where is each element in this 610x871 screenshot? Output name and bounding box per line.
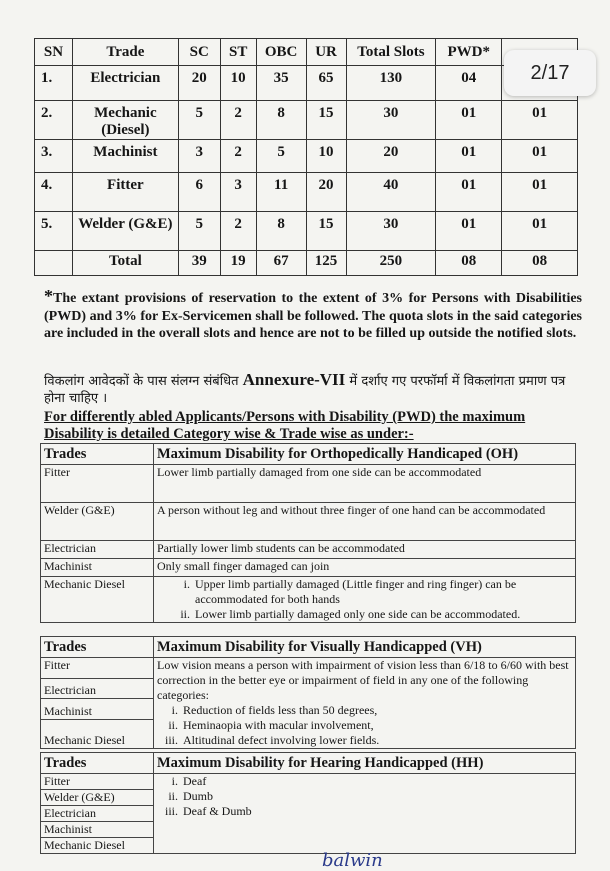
reservation-note [44, 288, 582, 343]
oh-heading: Maximum Disability for Orthopedically Handicaped (OH) [154, 444, 576, 465]
cell-st: 3 [220, 173, 256, 212]
cell-pwd: 01 [436, 140, 502, 173]
disability-cell: A person without leg and without three finger of one hand can be accommodated [154, 503, 576, 541]
cell-sc: 6 [178, 173, 220, 212]
cell-st: 2 [220, 140, 256, 173]
cell-sn: 3. [35, 140, 73, 173]
cell-exs: 08 [502, 251, 578, 276]
col-sn: SN [35, 39, 73, 66]
cell-ur: 15 [306, 212, 346, 251]
trade-cell: Machinist [41, 822, 154, 838]
list-item: i. Upper limb partially damaged (Little finger and ring finger) can be accommodated for both hands [193, 577, 572, 607]
cell-exs: 01 [502, 212, 578, 251]
col-ur: UR [306, 39, 346, 66]
table-row [35, 140, 578, 173]
cell-ur: 125 [306, 251, 346, 276]
col-sc: SC [178, 39, 220, 66]
trades-header: Trades [41, 753, 154, 774]
cell-obc: 8 [256, 212, 306, 251]
cell-total: 40 [346, 173, 436, 212]
cell-exs: 01 [502, 173, 578, 212]
cell-total: 20 [346, 140, 436, 173]
annexure-ref: Annexure-VII [242, 370, 346, 389]
cell-trade: Electrician [72, 66, 178, 101]
trade-cell: Electrician [41, 541, 154, 559]
table-row [35, 101, 578, 140]
table-row [41, 541, 576, 559]
cell-trade: Fitter [72, 173, 178, 212]
cell-st: 2 [220, 212, 256, 251]
list-item: i. Deaf [181, 774, 572, 789]
seat-table-header [35, 39, 578, 66]
trade-cell: Electrician [41, 678, 154, 699]
disability-cell: Only small finger damaged can join [154, 559, 576, 577]
cell-ur: 10 [306, 140, 346, 173]
hindi-text-2: में दर्शाए गए परफॉर्मा में विकलांगता प्रमाण पत्र होना चाहिए । [44, 374, 566, 406]
trade-cell: Fitter [41, 465, 154, 503]
table-row [35, 66, 578, 101]
table-row [41, 577, 576, 623]
oh-disability-table [40, 443, 576, 623]
cell-total: 30 [346, 101, 436, 140]
cell-pwd: 08 [436, 251, 502, 276]
cell-ur: 65 [306, 66, 346, 101]
col-total-slots: Total Slots [346, 39, 436, 66]
trades-header: Trades [41, 637, 154, 658]
hh-disability-table [40, 752, 576, 854]
vh-text: Low vision means a person with impairment of vision less than 6/18 to 6/60 with best correction in the better eye or impairment of field in any one of the following categories: [157, 658, 569, 702]
list-item: i. Reduction of fields less than 50 degrees, [181, 703, 572, 718]
list-item: iii. Altitudinal defect involving lower fields. [181, 733, 572, 748]
table-row [41, 658, 576, 679]
cell-sn: 1. [35, 66, 73, 101]
trade-cell: Welder (G&E) [41, 790, 154, 806]
cell-st: 2 [220, 101, 256, 140]
pwd-heading: For differently abled Applicants/Persons with Disability (PWD) the maximum Disability is detailed Category wise & Trade wise as under:- [44, 409, 526, 442]
trade-cell: Machinist [41, 699, 154, 720]
cell-obc: 67 [256, 251, 306, 276]
cell-sn: 4. [35, 173, 73, 212]
cell-exs: 01 [502, 140, 578, 173]
cell-pwd: 01 [436, 101, 502, 140]
table-row [41, 465, 576, 503]
signature: balwin [322, 850, 383, 871]
cell-ur: 15 [306, 101, 346, 140]
cell-sc: 20 [178, 66, 220, 101]
cell-st: 19 [220, 251, 256, 276]
trade-cell: Mechanic Diesel [41, 719, 154, 748]
cell-obc: 5 [256, 140, 306, 173]
vh-disability-table [40, 636, 576, 749]
cell-total: 250 [346, 251, 436, 276]
list-item: ii. Lower limb partially damaged only one side can be accommodated. [193, 607, 572, 622]
cell-pwd: 01 [436, 212, 502, 251]
col-st: ST [220, 39, 256, 66]
table-row [35, 173, 578, 212]
cell-pwd: 01 [436, 173, 502, 212]
cell-trade: Welder (G&E) [72, 212, 178, 251]
cell-obc: 8 [256, 101, 306, 140]
cell-total: 130 [346, 66, 436, 101]
cell-trade: Machinist [72, 140, 178, 173]
trade-cell: Fitter [41, 658, 154, 679]
cell-total: 30 [346, 212, 436, 251]
cell-sc: 5 [178, 212, 220, 251]
cell-sn [35, 251, 73, 276]
hindi-instruction [44, 371, 582, 407]
cell-total-label: Total [72, 251, 178, 276]
seat-matrix-table [34, 38, 578, 276]
cell-st: 10 [220, 66, 256, 101]
cell-sn: 5. [35, 212, 73, 251]
table-row [35, 212, 578, 251]
cell-obc: 11 [256, 173, 306, 212]
cell-exs: 01 [502, 101, 578, 140]
vh-heading: Maximum Disability for Visually Handicapped (VH) [154, 637, 576, 658]
trade-cell: Mechanic Diesel [41, 577, 154, 623]
list-item: ii. Dumb [181, 789, 572, 804]
table-row [41, 503, 576, 541]
cell-sc: 39 [178, 251, 220, 276]
trade-cell: Fitter [41, 774, 154, 790]
trade-cell: Welder (G&E) [41, 503, 154, 541]
note-asterisk: * [44, 286, 53, 306]
trades-header: Trades [41, 444, 154, 465]
list-item: iii. Deaf & Dumb [181, 804, 572, 819]
cell-sc: 3 [178, 140, 220, 173]
trade-cell: Mechanic Diesel [41, 838, 154, 854]
total-row [35, 251, 578, 276]
cell-sc: 5 [178, 101, 220, 140]
table-row [41, 559, 576, 577]
disability-cell [154, 658, 576, 749]
trade-cell: Machinist [41, 559, 154, 577]
disability-cell [154, 577, 576, 623]
cell-ur: 20 [306, 173, 346, 212]
cell-sn: 2. [35, 101, 73, 140]
col-pwd: PWD* [436, 39, 502, 66]
disability-cell: Partially lower limb students can be accommodated [154, 541, 576, 559]
table-row [41, 774, 576, 790]
page-indicator: 2/17 [504, 50, 596, 96]
note-text: The extant provisions of reservation to the extent of 3% for Persons with Disabilities (PWD) and 3% for Ex-Servicemen shall be followed. The quota slots in the said categories are included in the overall slots and hence are not to be filled up outside the notified slots. [44, 291, 582, 341]
disability-cell: Lower limb partially damaged from one side can be accommodated [154, 465, 576, 503]
col-trade: Trade [72, 39, 178, 66]
trade-cell: Electrician [41, 806, 154, 822]
cell-pwd: 04 [436, 66, 502, 101]
cell-obc: 35 [256, 66, 306, 101]
col-obc: OBC [256, 39, 306, 66]
hh-heading: Maximum Disability for Hearing Handicapped (HH) [154, 753, 576, 774]
cell-trade: Mechanic (Diesel) [72, 101, 178, 140]
disability-cell [154, 774, 576, 854]
list-item: ii. Heminaopia with macular involvement, [181, 718, 572, 733]
hindi-text-1: विकलांग आवेदकों के पास संलग्न संबंधित [44, 374, 239, 389]
